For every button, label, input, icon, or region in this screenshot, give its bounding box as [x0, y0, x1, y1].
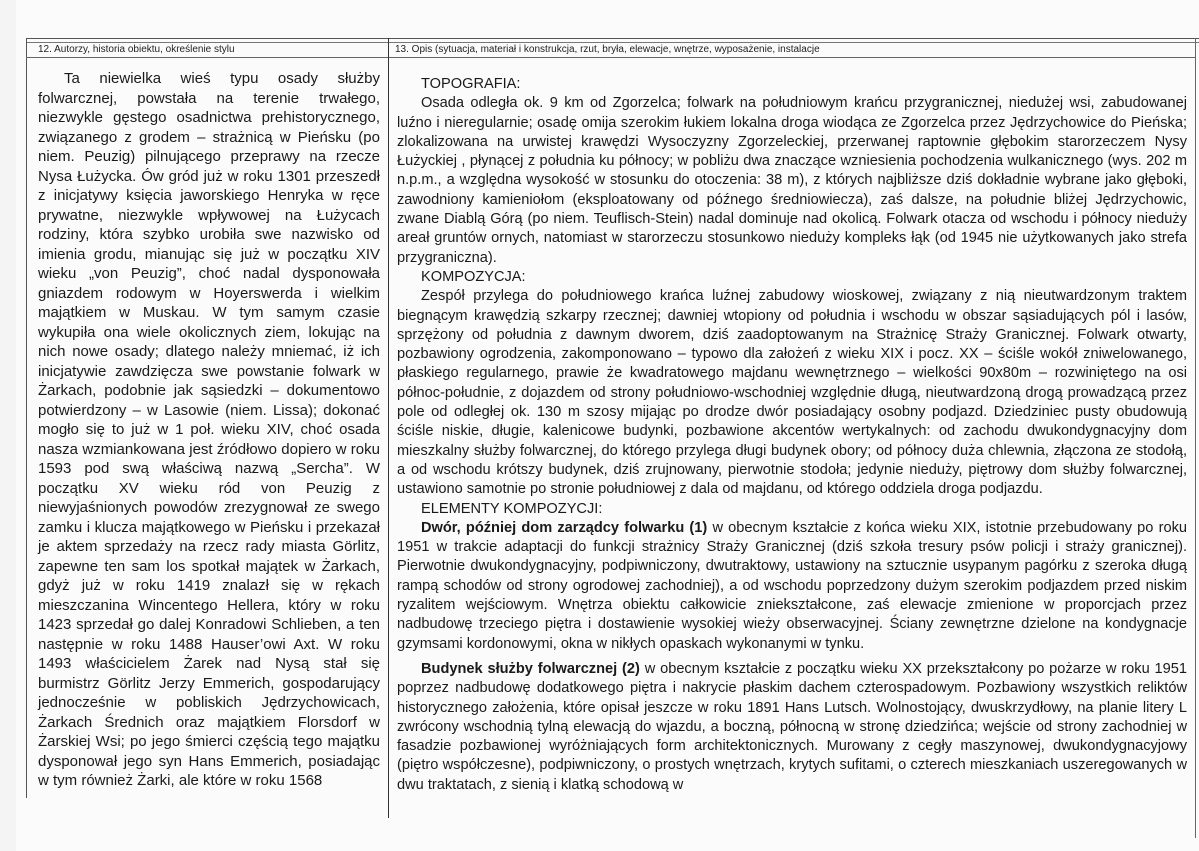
kompozycja-text: Zespół przylega do południowego krańca luźnej zabudowy wioskowej, związany z nią nieutwardzonym traktem biegnącym krawędzią szkarpy rzecznej; dawniej wtopiony od południa i wschodu w obszar sąsiadujących pól i lasów, sprzężony od południa z dawnym dworem, dziś zaadoptowanym na Strażnicę Straży Granicznej. Folwark otwarty, pozbawiony ogrodzenia, zakomponowano – typowo dla założeń z wieku XIX i pocz. XX – ściśle wokół zniwelowanego, płaskiego regularnego, prawie że kwadratowego majdanu wewnętrznego – wielkości 90x80m – rozwiniętego na osi północ-południe, z dojazdem od strony południowo-wschodniej względnie długą, nieutwardzoną drogą prowadzącą przez pole od odległej ok. 130 m szosy mijając po drodze dwór posiadający osobny podjazd. Dziedziniec pusty obudowują ściśle niskie, długie, kalenicowe budynki, pozbawione akcentów wertykalnych: od zachodu dwukondygnacyjny dom mieszkalny służby folwarcznej, do którego przylega długi budynek obory; od północy duża chlewnia, złączona ze stodołą, a od wschodu krótszy budynek, dziś zrujnowany, pierwotnie stodoła; jedynie nieduży, piętrowy dom służby folwarcznej, ustawiono samotnie po stronie południowej z dala od majdanu, od którego oddziela droga podjazdu. — [397, 288, 1187, 498]
elementy-heading: ELEMENTY KOMPOZYCJI: — [421, 500, 603, 517]
section-12-label: 12. Autorzy, historia obiektu, określenie stylu — [38, 44, 235, 55]
top-border — [26, 38, 1199, 39]
left-border — [26, 38, 27, 798]
topografia-heading: TOPOGRAFIA: — [421, 76, 521, 92]
budynek-text: w obecnym kształcie z początku wieku XX przekształcony po pożarze w roku 1951 poprzez nadbudowę dodatkowego piętra i nakrycie płaskim dachem czterospadowym. Pozbawiony wszystkich reliktów historycznego założenia, które opisał jeszcze w roku 1891 Hans Lutsch. Wolnostojący, dwuskrzydłowy, na planie litery L zwrócony wschodnią tylną elewacją do wjazdu, a boczną, północną w stronę dziedzińca; wejście od strony zachodniej w fasadzie pozbawionej wyróżniających form architektonicznych. Murowany z cegły maszynowej, dwukondygnacyjowy (piętro współczesne), podpiwniczony, o prostych wnętrzach, krytych sufitami, o czterech mieszkaniach uszeregowanych w dwu traktatach, z sienią i klatką schodową w — [397, 660, 1187, 793]
header-separator-right — [389, 57, 1195, 58]
header-separator-left — [26, 57, 388, 58]
dwor-text: w obecnym kształcie z końca wieku XIX, istotnie przebudowany po roku 1951 w trakcie adaptacji do funkcji strażnicy Straży Granicznej (dziś szkoła tresury psów policji i straży granicznej). Pierwotnie dwukondygnacyjny, podpiwniczony, dwutraktowy, ustawiony na sztucznie usypanym pagórku z szeroka długą rampą schodów od strony ogrodowej zachodniej), a od wschodu poprzedzony dużym szerokim podjazdem przed niskim ryzalitem wejściowym. Wnętrza obiektu całkowicie zniekształcone, zaś elewacje zmienione w proporcjach przez nadbudowę trzeciego piętra i dostawienie wysokiej wieży obserwacyjnej. Ściany zewnętrzne dzielone na kondygnacje gzymsami kordonowymi, okna w nikłych opaskach wykonanymi w tynku. — [397, 519, 1187, 652]
topografia-text: Osada odległa ok. 9 km od Zgorzelca; folwark na południowym krańcu przygranicznej, niedużej wsi, zabudowanej luźno i nieregularnie; osadę omija szerokim łukiem lokalna droga wiodąca ze Zgorzelca przez Jędrzychowice do Pieńska; zlokalizowana na urwistej krawędzi Wysoczyzny Zgorzeleckiej, przerwanej raptownie głębokim starorzeczem Nysy Łużyckiej , płynącej z południa ku północy; w pobliżu dwa znaczące wzniesienia pochodzenia wulkanicznego (wys. 202 m n.p.m., a względna wysokość w stosunku do otoczenia: 38 m), z których najbliższe dziś dokładnie wybrane jako głęboki, zawodniony kamieniołom (eksploatowany od późnego średniowiecza), zaś dalsze, na południe bliżej Jędrzychowic, zwane Diablą Górą (po niem. Teuflisch-Stein) nadal dominuje nad okolicą. Folwark otacza od wschodu i północy nieduży areał gruntów ornych, natomiast w starorzeczu stosunkowo nieduży kompleks łąk (od 1945 nie użytkowanych jako strefa przygraniczna). — [397, 95, 1187, 266]
history-text: Ta niewielka wieś typu osady służby folwarcznej, powstała na terenie trwałego, niezwykle gęstego osadnictwa prehistorycznego, związanego z grodem – strażnicą w Pieńsku (po niem. Peuzig) pilnującego przeprawy na rzecze Nysa Łużycka. Ów gród już w roku 1301 przeszedł z inicjatywy księcia jaworskiego Henryka w ręce prywatne, niezwykle wpływowej na Łużycach rodziny, która szybko urobiła swe nazwisko od imienia grodu, mianując się już w początku XIV wieku „von Peuzig”, choć nadal dysponowała gniazdem rodowym w Hoyerswerda i wielkim majątkiem w Muskau. W tym samym czasie wykupiła ona wiele okolicznych ziem, lokując na nich nowe osady; dlatego należy mniemać, iż ich inicjatywie zawdzięcza swe powstanie folwark w Żarkach, podobnie jak sąsiedzki – dokumentowo potwierdzony – w Lasowie (niem. Lissa); dokonać mogło się to już w 1 poł. wieku XIV, choć osada nasza wzmiankowana jest źródłowo dopiero w roku 1593 pod swą właściwą nazwą „Sercha”. W początku XV wieku ród von Peuzig z niewyjaśnionych powodów zrezygnował ze swego zamku i klucza majątkowego w Pieńsku i przekazał je aktem sprzedaży na rzecz rady miasta Görlitz, zapewne ten sam los spotkał majątek w Żarkach, gdyż już w roku 1419 znalazł się w rękach mieszczanina Wincentego Hellera, który w roku 1423 sprzedał go dalej Konradowi Schlieben, a ten następnie w roku 1488 Hauser’owi Axt. W roku 1493 właścicielem Żarek nad Nysą stał się burmistrz Görlitz Jerzy Emmerich, gospodarujący jednocześnie w pobliskich Jędrzychowicach, Żarkach Średnich oraz majątkiem Florsdorf w Żarskiej Wsi; po jego śmierci częścią tego majątku dysponował jego syn Hans Emmerich, posiadając w tym również Żarki, ale które w roku 1568 — [38, 70, 380, 789]
section-13-label: 13. Opis (sytuacja, materiał i konstrukcja, rzut, bryła, elewacje, wnętrze, wyposażenie, instalacje — [395, 44, 820, 55]
top-border-inner — [26, 42, 1199, 43]
dwor-paragraph — [397, 519, 1187, 654]
dwor-title: Dwór, później dom zarządcy folwarku (1) — [421, 519, 708, 536]
column-divider — [388, 38, 389, 818]
kompozycja-heading: KOMPOZYCJA: — [421, 268, 526, 285]
right-border — [1195, 38, 1196, 838]
budynek-title: Budynek służby folwarcznej (2) — [421, 660, 640, 677]
scan-edge — [0, 0, 16, 851]
description-column — [397, 75, 1187, 795]
budynek-paragraph — [397, 660, 1187, 795]
